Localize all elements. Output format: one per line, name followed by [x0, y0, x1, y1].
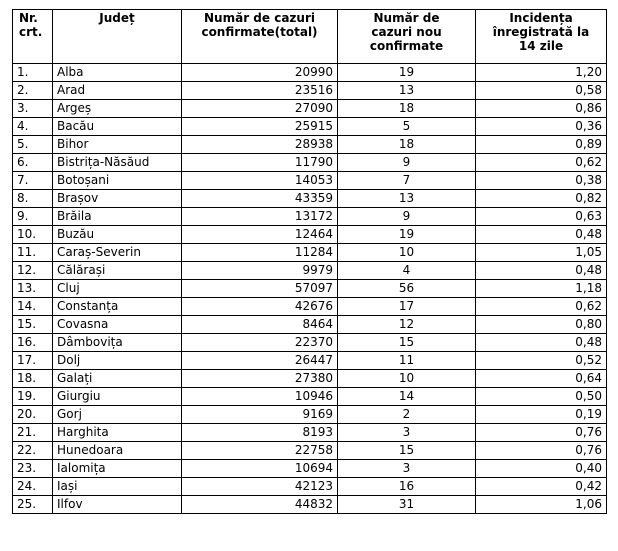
table-row: [13, 370, 607, 388]
header-line: înregistrată la: [492, 25, 590, 39]
table-row: [13, 478, 607, 496]
cell-nr: 19.: [13, 388, 53, 406]
cell-incidenta: 1,05: [476, 244, 607, 262]
table-row: [13, 64, 607, 82]
cell-judet: Covasna: [53, 316, 182, 334]
cell-noi: 15: [338, 442, 476, 460]
header-line: confirmate(total): [201, 25, 318, 39]
cell-incidenta: 0,62: [476, 154, 607, 172]
cell-nr: 9.: [13, 208, 53, 226]
cell-noi: 13: [338, 82, 476, 100]
cell-judet: Argeș: [53, 100, 182, 118]
cell-nr: 17.: [13, 352, 53, 370]
cell-total: 43359: [182, 190, 338, 208]
cell-judet: Iași: [53, 478, 182, 496]
header-line: cazuri nou: [371, 25, 442, 39]
header-line: 14 zile: [518, 39, 564, 53]
cell-noi: 10: [338, 244, 476, 262]
cell-noi: 13: [338, 190, 476, 208]
cell-incidenta: 0,64: [476, 370, 607, 388]
cell-incidenta: 0,58: [476, 82, 607, 100]
cell-total: 25915: [182, 118, 338, 136]
cell-incidenta: 0,36: [476, 118, 607, 136]
cell-nr: 20.: [13, 406, 53, 424]
cell-noi: 16: [338, 478, 476, 496]
header-line: Județ: [99, 11, 135, 25]
cell-total: 42123: [182, 478, 338, 496]
cell-incidenta: 0,48: [476, 334, 607, 352]
cell-incidenta: 0,62: [476, 298, 607, 316]
cell-total: 10946: [182, 388, 338, 406]
cell-judet: Caraș-Severin: [53, 244, 182, 262]
table-row: [13, 334, 607, 352]
table-row: [13, 298, 607, 316]
table-row: [13, 280, 607, 298]
cell-incidenta: 0,76: [476, 442, 607, 460]
cell-judet: Brăila: [53, 208, 182, 226]
table-row: [13, 460, 607, 478]
cell-noi: 4: [338, 262, 476, 280]
table-body: [13, 64, 607, 514]
cell-noi: 19: [338, 64, 476, 82]
cell-noi: 12: [338, 316, 476, 334]
table-row: [13, 244, 607, 262]
header-nr: [13, 10, 53, 64]
cell-nr: 13.: [13, 280, 53, 298]
cell-nr: 16.: [13, 334, 53, 352]
cell-nr: 10.: [13, 226, 53, 244]
cell-total: 44832: [182, 496, 338, 514]
cell-judet: Dolj: [53, 352, 182, 370]
cell-nr: 11.: [13, 244, 53, 262]
cell-nr: 23.: [13, 460, 53, 478]
cell-nr: 12.: [13, 262, 53, 280]
header-line: Nr.: [19, 11, 38, 25]
cell-judet: Alba: [53, 64, 182, 82]
header-noi: [338, 10, 476, 64]
cell-total: 22758: [182, 442, 338, 460]
cell-incidenta: 1,18: [476, 280, 607, 298]
cell-noi: 15: [338, 334, 476, 352]
header-line: crt.: [19, 25, 43, 39]
cell-total: 14053: [182, 172, 338, 190]
cell-nr: 24.: [13, 478, 53, 496]
cell-nr: 2.: [13, 82, 53, 100]
cell-incidenta: 1,06: [476, 496, 607, 514]
covid-county-table: [12, 9, 607, 514]
cell-incidenta: 0,42: [476, 478, 607, 496]
cell-total: 9169: [182, 406, 338, 424]
cell-noi: 3: [338, 424, 476, 442]
cell-total: 22370: [182, 334, 338, 352]
table-row: [13, 190, 607, 208]
cell-total: 8464: [182, 316, 338, 334]
header-line: confirmate: [369, 39, 444, 53]
cell-total: 9979: [182, 262, 338, 280]
header-line: Număr de cazuri: [204, 11, 315, 25]
cell-judet: Giurgiu: [53, 388, 182, 406]
cell-judet: Hunedoara: [53, 442, 182, 460]
table-row: [13, 496, 607, 514]
cell-nr: 15.: [13, 316, 53, 334]
table-row: [13, 388, 607, 406]
table-row: [13, 442, 607, 460]
cell-incidenta: 0,19: [476, 406, 607, 424]
cell-judet: Ilfov: [53, 496, 182, 514]
cell-noi: 56: [338, 280, 476, 298]
table-row: [13, 208, 607, 226]
header-line: Incidența: [509, 11, 573, 25]
cell-incidenta: 0,50: [476, 388, 607, 406]
cell-noi: 17: [338, 298, 476, 316]
cell-noi: 9: [338, 154, 476, 172]
cell-judet: Galați: [53, 370, 182, 388]
cell-total: 28938: [182, 136, 338, 154]
cell-judet: Cluj: [53, 280, 182, 298]
cell-incidenta: 0,52: [476, 352, 607, 370]
table-row: [13, 424, 607, 442]
cell-nr: 25.: [13, 496, 53, 514]
cell-judet: Harghita: [53, 424, 182, 442]
cell-incidenta: 0,89: [476, 136, 607, 154]
cell-nr: 14.: [13, 298, 53, 316]
cell-judet: Călărași: [53, 262, 182, 280]
cell-total: 42676: [182, 298, 338, 316]
cell-judet: Buzău: [53, 226, 182, 244]
cell-noi: 3: [338, 460, 476, 478]
table-row: [13, 316, 607, 334]
cell-noi: 9: [338, 208, 476, 226]
cell-judet: Botoșani: [53, 172, 182, 190]
cell-total: 11284: [182, 244, 338, 262]
cell-noi: 5: [338, 118, 476, 136]
cell-incidenta: 0,48: [476, 226, 607, 244]
cell-total: 20990: [182, 64, 338, 82]
cell-noi: 14: [338, 388, 476, 406]
cell-incidenta: 0,76: [476, 424, 607, 442]
header-total: [182, 10, 338, 64]
cell-judet: Ialomița: [53, 460, 182, 478]
cell-noi: 10: [338, 370, 476, 388]
cell-nr: 5.: [13, 136, 53, 154]
cell-nr: 6.: [13, 154, 53, 172]
cell-nr: 18.: [13, 370, 53, 388]
table-row: [13, 262, 607, 280]
cell-incidenta: 0,48: [476, 262, 607, 280]
table-row: [13, 154, 607, 172]
cell-judet: Dâmbovița: [53, 334, 182, 352]
table-row: [13, 118, 607, 136]
cell-total: 27090: [182, 100, 338, 118]
cell-total: 27380: [182, 370, 338, 388]
cell-judet: Brașov: [53, 190, 182, 208]
cell-nr: 8.: [13, 190, 53, 208]
cell-judet: Constanța: [53, 298, 182, 316]
cell-incidenta: 0,86: [476, 100, 607, 118]
table-header-row: [13, 10, 607, 64]
cell-judet: Bacău: [53, 118, 182, 136]
header-judet: [53, 10, 182, 64]
table-row: [13, 352, 607, 370]
cell-nr: 21.: [13, 424, 53, 442]
cell-total: 12464: [182, 226, 338, 244]
table-row: [13, 172, 607, 190]
cell-judet: Arad: [53, 82, 182, 100]
cell-noi: 31: [338, 496, 476, 514]
table-row: [13, 82, 607, 100]
cell-total: 57097: [182, 280, 338, 298]
cell-incidenta: 0,63: [476, 208, 607, 226]
table-row: [13, 226, 607, 244]
table-row: [13, 406, 607, 424]
cell-total: 8193: [182, 424, 338, 442]
cell-incidenta: 0,38: [476, 172, 607, 190]
cell-total: 23516: [182, 82, 338, 100]
cell-judet: Bihor: [53, 136, 182, 154]
cell-total: 11790: [182, 154, 338, 172]
cell-incidenta: 0,40: [476, 460, 607, 478]
cell-incidenta: 1,20: [476, 64, 607, 82]
cell-nr: 4.: [13, 118, 53, 136]
cell-incidenta: 0,82: [476, 190, 607, 208]
header-incidenta: [476, 10, 607, 64]
cell-total: 26447: [182, 352, 338, 370]
table-row: [13, 136, 607, 154]
cell-judet: Gorj: [53, 406, 182, 424]
header-line: Număr de: [373, 11, 440, 25]
cell-noi: 11: [338, 352, 476, 370]
cell-nr: 22.: [13, 442, 53, 460]
cell-nr: 1.: [13, 64, 53, 82]
table-row: [13, 100, 607, 118]
cell-total: 10694: [182, 460, 338, 478]
cell-nr: 3.: [13, 100, 53, 118]
cell-noi: 18: [338, 100, 476, 118]
cell-judet: Bistrița-Năsăud: [53, 154, 182, 172]
cell-noi: 18: [338, 136, 476, 154]
cell-noi: 7: [338, 172, 476, 190]
cell-total: 13172: [182, 208, 338, 226]
cell-incidenta: 0,80: [476, 316, 607, 334]
cell-noi: 2: [338, 406, 476, 424]
cell-noi: 19: [338, 226, 476, 244]
cell-nr: 7.: [13, 172, 53, 190]
